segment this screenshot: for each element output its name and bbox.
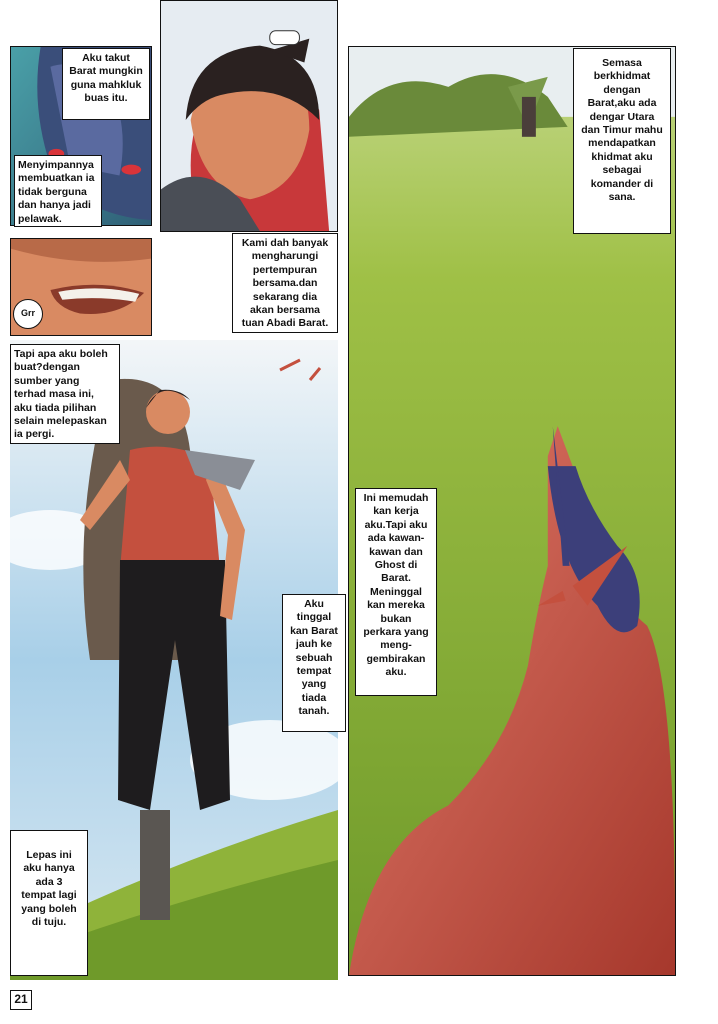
- caption-keep-useless: Menyimpannya membuatkan ia tidak berguna dan hanya jadi pelawak.: [14, 155, 102, 227]
- caption-three-places: Lepas ini aku hanya ada 3 tempat lagi yang boleh di tuju.: [10, 830, 88, 976]
- caption-north-east: Semasa berkhidmat dengan Barat,aku ada dengar Utara dan Timur mahu mendapatkan khidmat aku sebagai komander di sana.: [573, 48, 671, 234]
- warrior-face-art: [161, 1, 337, 231]
- panel-warrior-face: [160, 0, 338, 232]
- caption-let-go: Tapi apa aku boleh buat?dengan sumber yang terhad masa ini, aku tiada pilihan selain melepaskan ia pergi.: [10, 344, 120, 444]
- caption-many-battles: Kami dah banyak mengharungi pertempuran bersama.dan sekarang dia akan bersama tuan Abadi Barat.: [232, 233, 338, 333]
- caption-monster-fear: Aku takut Barat mungkin guna mahkluk buas itu.: [62, 48, 150, 120]
- caption-friends: Ini memudah kan kerja aku.Tapi aku ada kawan- kawan dan Ghost di Barat. Meninggal kan mereka bukan perkara yang meng- gembirakan aku.: [355, 488, 437, 696]
- growl-sfx: Grr: [13, 299, 43, 329]
- caption-left-west: Aku tinggal kan Barat jauh ke sebuah tempat yang tiada tanah.: [282, 594, 346, 732]
- page-number: 21: [10, 990, 32, 1010]
